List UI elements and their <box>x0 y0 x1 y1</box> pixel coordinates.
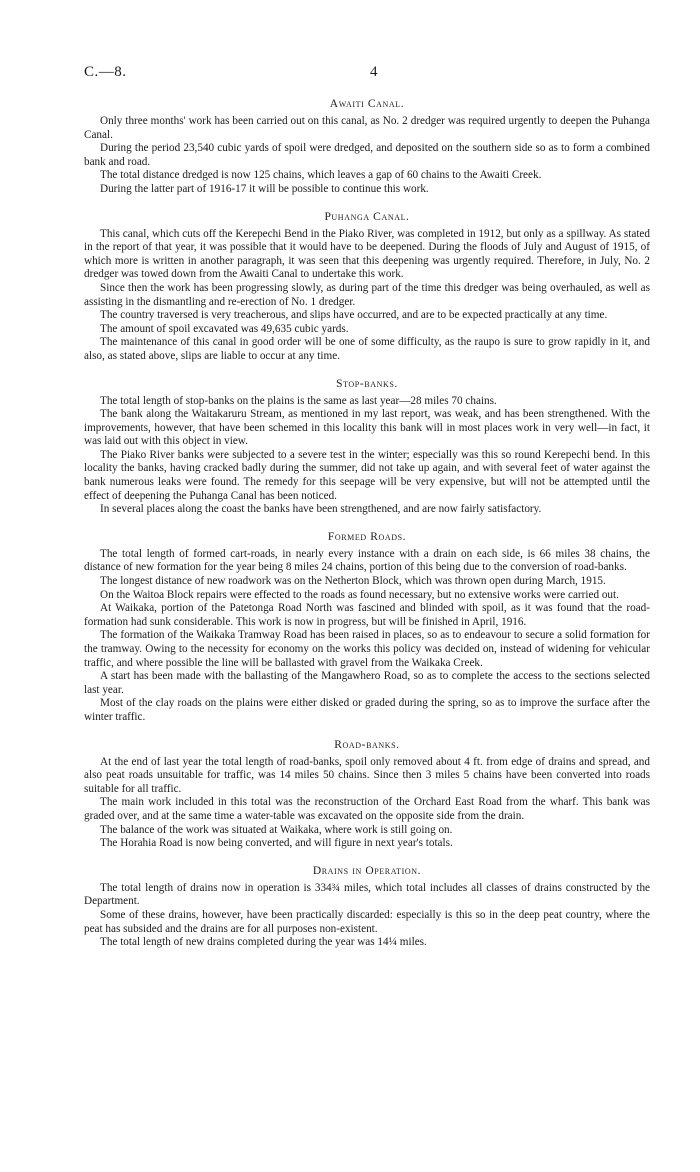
paragraph: During the period 23,540 cubic yards of spoil were dredged, and deposited on the southern side so as to form a combined bank and road. <box>84 142 650 168</box>
paragraph: At the end of last year the total length of road-banks, spoil only removed about 4 ft. from edge of drains and spread, and also peat roads unsuitable for traffic, was 14 miles 50 chains. Since then 3 miles 5 chains have been converted into roads suitable for all traffic. <box>84 755 650 795</box>
paragraph: The country traversed is very treacherous, and slips have occurred, and are to be expected practically at any time. <box>100 309 608 322</box>
page-number: 4 <box>370 64 378 80</box>
paragraph: The total length of formed cart-roads, in nearly every instance with a drain on each side, is 66 miles 38 chains, the distance of new formation for the year being 8 miles 24 chains, portion of this being due to the conversion of road-banks. <box>84 547 650 574</box>
paragraph: The Piako River banks were subjected to a severe test in the winter; especially was this so round Kerepechi bend. In this locality the banks, having cracked badly during the summer, did not take up again, and with several feet of water against the bank numerous leaks were found. The remedy for this seepage will be very expensive, but will not be attempted until the effect of deepening the Puhanga Canal has been noticed. <box>84 448 650 502</box>
paragraph: This canal, which cuts off the Kerepechi Bend in the Piako River, was completed in 1912, but only as a spillway. As stated in the report of that year, it was possible that it would have to be deepened. During the floods of July and August of 1915, of which more is written in another paragraph, it was seen that this deepening was urgently required. Therefore, in July, No. 2 dredger was towed down from the Awaiti Canal to undertake this work. <box>84 227 650 281</box>
paragraph: The amount of spoil excavated was 49,635 cubic yards. <box>100 322 349 335</box>
section-title-formed-roads: Formed Roads. <box>327 530 407 543</box>
document-code: C.—8. <box>84 64 127 80</box>
paragraph: Since then the work has been progressing slowly, as during part of the time this dredger was being overhauled, as well as assisting in the dismantling and re-erection of No. 1 dredger. <box>84 281 650 308</box>
section-title-stop-banks: Stop-banks. <box>336 377 398 390</box>
page-header <box>84 64 650 86</box>
paragraph: The main work included in this total was the reconstruction of the Orchard East Road from the wharf. This bank was graded over, and at the same time a water-table was excavated on the opposite side from the drain. <box>84 796 650 822</box>
paragraph: On the Waitoa Block repairs were effected to the roads as found necessary, but no extensive works were carried out. <box>100 588 619 601</box>
paragraph: Some of these drains, however, have been practically discarded: especially is this so in the deep peat country, where the peat has subsided and the drains are for all purposes non-existent. <box>84 908 650 935</box>
paragraph: The longest distance of new roadwork was on the Netherton Block, which was thrown open during March, 1915. <box>100 575 606 588</box>
paragraph: Only three months' work has been carried out on this canal, as No. 2 dredger was required urgently to deepen the Puhanga Canal. <box>84 115 650 141</box>
document-page <box>84 64 650 950</box>
section-title-puhanga-canal: Puhanga Canal. <box>324 210 410 223</box>
paragraph: The balance of the work was situated at Waikaka, where work is still going on. <box>100 823 453 836</box>
paragraph: Most of the clay roads on the plains were either disked or graded during the spring, so as to improve the surface after the winter traffic. <box>84 697 650 723</box>
paragraph: The formation of the Waikaka Tramway Road has been raised in places, so as to endeavour to secure a solid formation for the tramway. Owing to the necessity for economy on the works this policy was decided on, instead of widening for vehicular traffic, and where possible the line will be ballasted with gravel from the Waikaka Creek. <box>84 629 650 669</box>
paragraph: The total length of drains now in operation is 334¾ miles, which total includes all classes of drains constructed by the Department. <box>84 881 650 908</box>
section-title-awaiti-canal: Awaiti Canal. <box>329 98 405 110</box>
section-title-road-banks: Road-banks. <box>334 738 400 751</box>
paragraph: A start has been made with the ballasting of the Mangawhero Road, so as to complete the access to the sections selected last year. <box>84 670 650 696</box>
paragraph: At Waikaka, portion of the Patetonga Road North was fascined and blinded with spoil, as it was found that the road-formation had sunk considerable. This work is now in progress, but will be finished in April, 1916. <box>84 602 650 628</box>
paragraph: The total length of stop-banks on the plains is the same as last year—28 miles 70 chains. <box>100 394 497 407</box>
paragraph: The Horahia Road is now being converted, and will figure in next year's totals. <box>100 837 453 850</box>
section-title-drains-in-operation: Drains in Operation. <box>312 864 422 877</box>
paragraph: The total length of new drains completed during the year was 14¼ miles. <box>100 936 427 949</box>
paragraph: The maintenance of this canal in good order will be one of some difficulty, as the raupo is sure to grow rapidly in it, and also, as stated above, slips are liable to occur at any time. <box>84 336 650 362</box>
paragraph: The total distance dredged is now 125 chains, which leaves a gap of 60 chains to the Awaiti Creek. <box>100 169 542 182</box>
paragraph: The bank along the Waitakaruru Stream, as mentioned in my last report, was weak, and has been strengthened. With the improvements, however, that have been schemed in this locality this bank will in most places work in very well—in fact, it was laid out with this object in view. <box>84 408 650 448</box>
paragraph: During the latter part of 1916-17 it will be possible to continue this work. <box>100 182 429 195</box>
paragraph: In several places along the coast the banks have been strengthened, and are now fairly satisfactory. <box>100 503 542 516</box>
